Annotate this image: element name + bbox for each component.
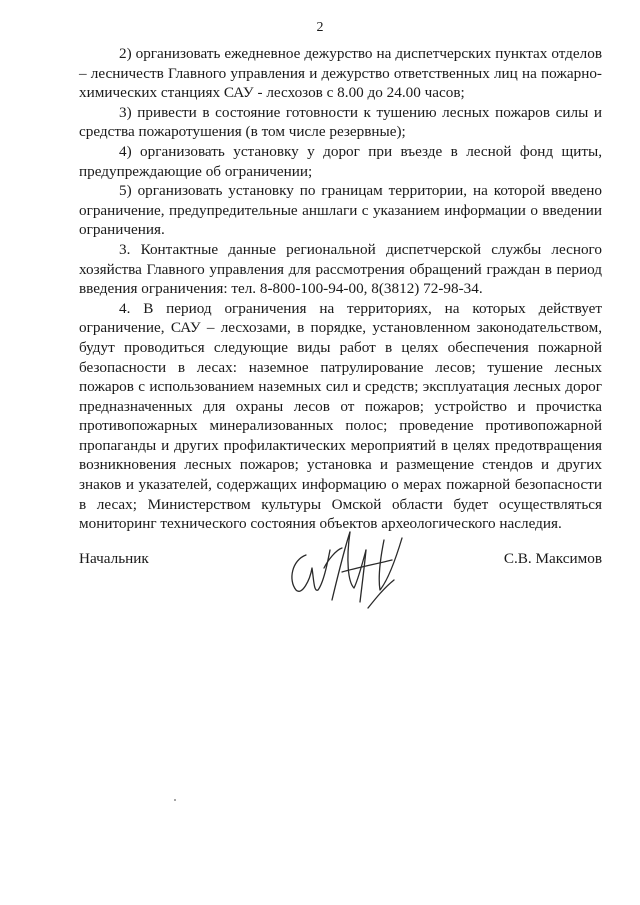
paragraph-duty: 2) организовать ежедневное дежурство на диспетчерских пунктах отделов – лесничеств Главного управления и дежурство ответственных лиц на пожарно-химических станциях САУ - лесхозов с 8.00 до 24.00 часов; [79,45,602,102]
signature-block [79,540,602,610]
document-body [79,44,602,534]
paragraph-works: 4. В период ограничения на территориях, на которых действует ограничение, САУ – лесхозами, в порядке, установленном законодательством, будут проводиться следующие виды работ в целях обеспечения пожарной безопасности в лесах: наземное патрулирование лесов; тушение лесных пожаров с использованием наземных сил и средств; эксплуатация лесных дорог предназначенных для охраны лесов от пожаров; устройство и прочистка противопожарных минерализованных полос; проведение противопожарной пропаганды и других профилактических мероприятий в целях предотвращения возникновения лесных пожаров; установка и размещение стендов и других знаков и указателей, содержащих информацию о мерах пожарной безопасности в лесах; Министерством культуры Омской области будет осуществляться мониторинг технического состояния объектов археологического наследия. [79,299,602,533]
signer-name: С.В. Максимов [503,550,602,567]
scan-speck [174,799,176,801]
paragraph-readiness: 3) привести в состояние готовности к тушению лесных пожаров силы и средства пожаротушения (в том числе резервные); [79,103,602,141]
paragraph-boundary-signs: 5) организовать установку по границам территории, на которой введено ограничение, предупредительные аншлаги с указанием информации о введении ограничения. [79,182,602,239]
page-number: 2 [316,20,324,35]
signer-title: Начальник [79,550,149,567]
paragraph-contacts: 3. Контактные данные региональной диспетчерской службы лесного хозяйства Главного управления для рассмотрения обращений граждан в период введения ограничения: тел. 8-800-100-94-00, 8(3812) 72-98-34. [79,240,602,298]
handwritten-signature [284,520,414,615]
paragraph-road-signs: 4) организовать установку у дорог при въезде в лесной фонд щиты, предупреждающие об ограничении; [79,142,602,180]
